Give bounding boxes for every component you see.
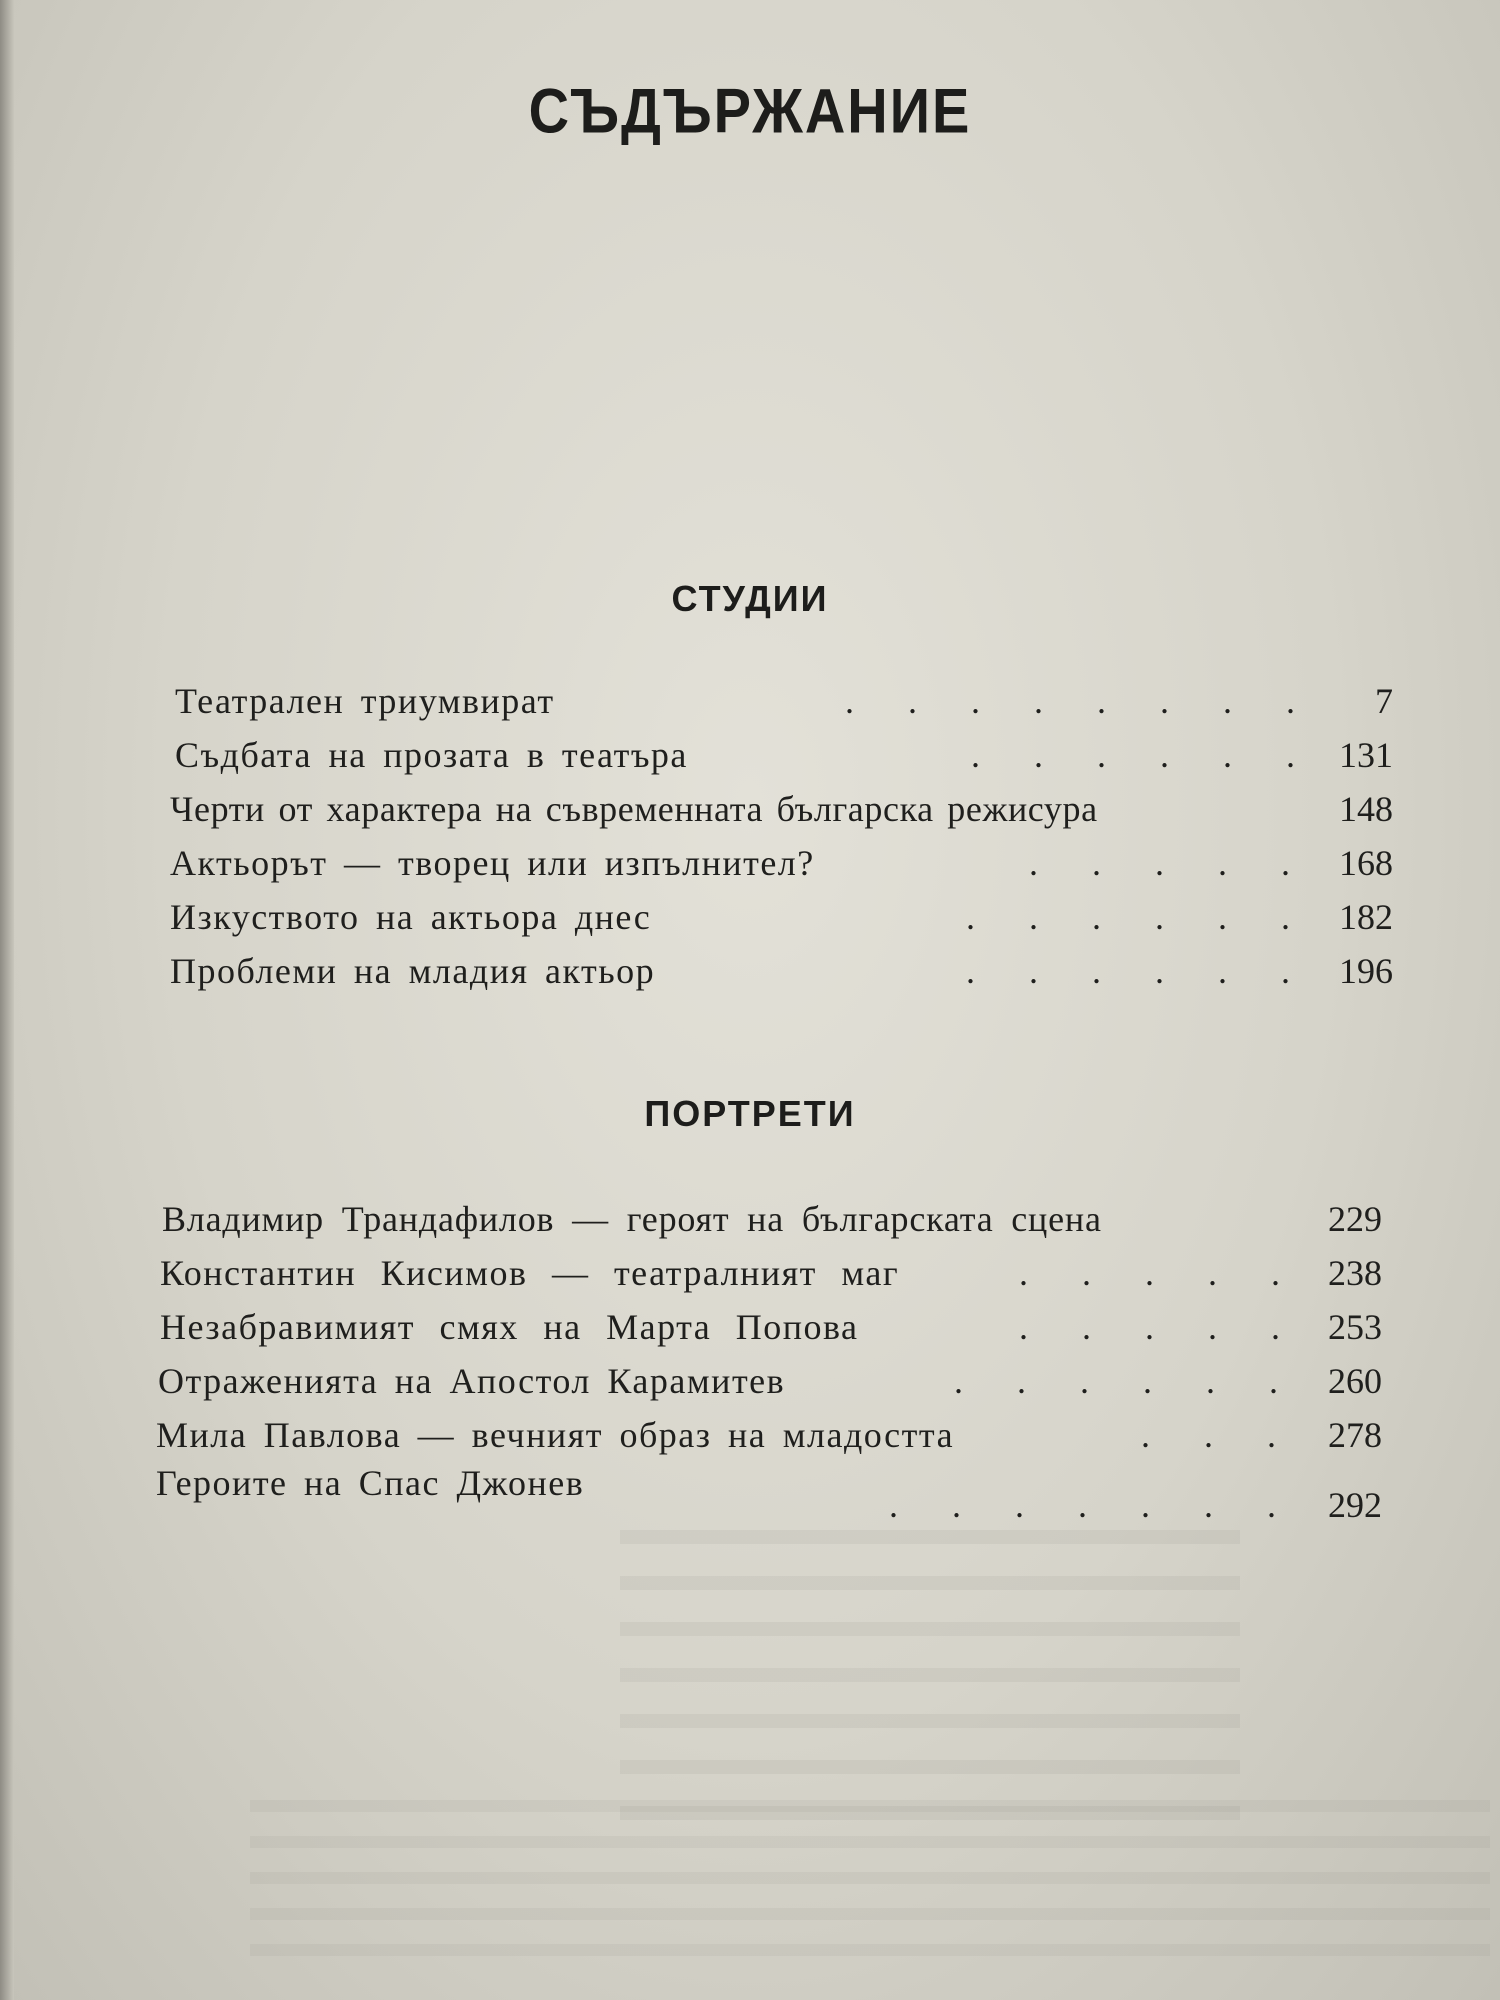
section-heading-portraits: ПОРТРЕТИ [644,1093,856,1134]
toc-leader-dots: . . . . . . . [889,1485,1276,1525]
toc-entry [156,1462,1382,1525]
toc-entry-title: Изкуството на актьора днес [170,897,652,937]
bleed-through-shadow-lower [250,1800,1490,1980]
toc-leader-dots: . . . [1141,1415,1276,1455]
toc-entry-title: Черти от характера на съвременната българска режисура [170,789,1098,829]
toc-page-number: 7 [1375,681,1393,721]
toc-entry-title: Незабравимият смях на Марта Попова [160,1307,859,1347]
toc-entry [175,680,1393,732]
bleed-through-shadow [620,1530,1240,1830]
toc-entry-title: Отраженията на Апостол Карамитев [158,1361,786,1401]
toc-entry-title: Мила Павлова — вечният образ на младостта [156,1415,955,1455]
toc-leader-dots: . . . . . . [966,897,1290,937]
toc-entry-title: Владимир Трандафилов — героят на българската сцена [162,1199,1102,1239]
toc-page-number: 238 [1328,1253,1382,1293]
toc-leader-dots: . . . . . [1019,1307,1280,1347]
toc-page-number: 229 [1328,1199,1382,1239]
toc-entry-title: Константин Кисимов — театралният маг [160,1253,900,1293]
toc-page-number: 148 [1339,789,1393,829]
toc-leader-dots: . . . . . . . . [845,681,1295,721]
toc-page-number: 131 [1339,735,1393,775]
toc-entry [160,1306,1382,1358]
toc-entry [170,950,1393,1002]
toc-leader-dots: . . . . . . [971,735,1295,775]
toc-page-number: 168 [1339,843,1393,883]
toc-page-number: 182 [1339,897,1393,937]
toc-entry-title: Съдбата на прозата в театъра [175,735,688,775]
toc-entry [160,1252,1382,1304]
toc-entry [170,842,1393,894]
toc-page-number: 292 [1328,1485,1382,1525]
toc-entry-title: Театрален триумвират [175,681,555,721]
toc-entry-title: Актьорът — творец или изпълнител? [170,843,815,883]
toc-entry [158,1360,1382,1412]
toc-entry-title: Героите на Спас Джонев [156,1463,585,1503]
toc-entry [170,788,1393,840]
toc-entry [170,896,1393,948]
toc-page-number: 196 [1339,951,1393,991]
toc-entry [162,1198,1382,1250]
toc-leader-dots: . . . . . [1029,843,1290,883]
toc-entry [175,734,1393,786]
section-heading-studies: СТУДИИ [671,578,829,619]
toc-entry [156,1414,1382,1466]
toc-entry-title: Проблеми на младия актьор [170,951,656,991]
toc-leader-dots: . . . . . [1019,1253,1280,1293]
page-edge [0,0,14,2000]
toc-page-number: 278 [1328,1415,1382,1455]
toc-leader-dots: . . . . . . [966,951,1290,991]
toc-page-number: 260 [1328,1361,1382,1401]
page-title: СЪДЪРЖАНИЕ [528,75,972,146]
toc-leader-dots: . . . . . . [954,1361,1278,1401]
toc-page-number: 253 [1328,1307,1382,1347]
